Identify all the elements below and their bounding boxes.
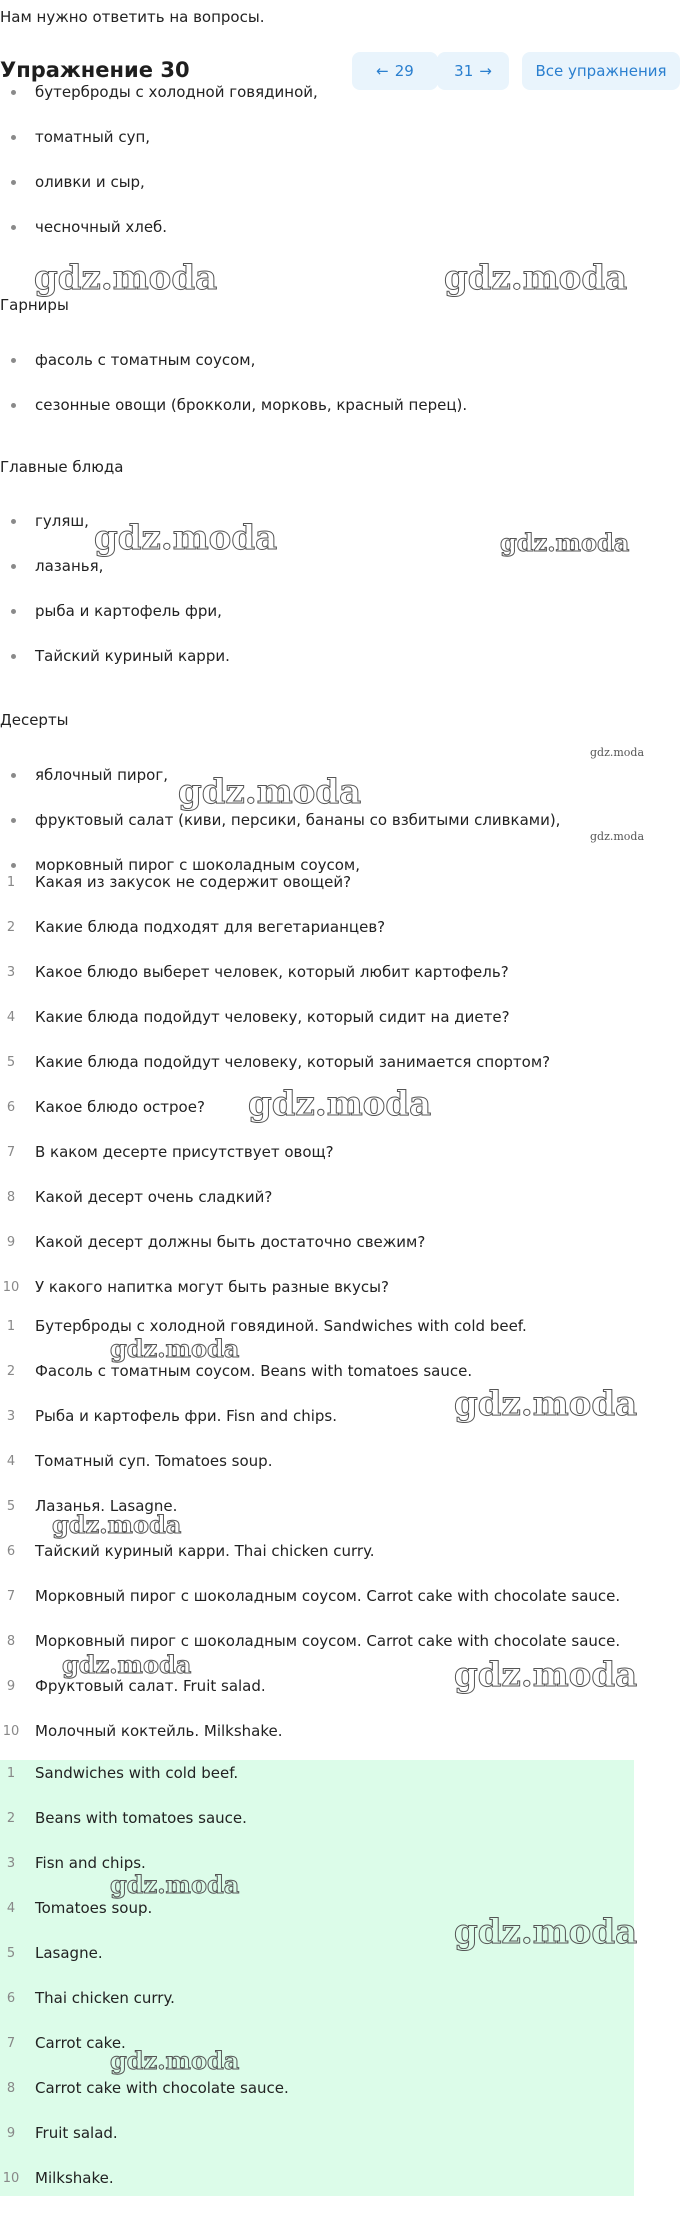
list-item — [0, 1452, 680, 1497]
arrow-right-icon: → — [479, 62, 492, 80]
list-item: бутерброды с холодной говядиной, — [0, 84, 318, 129]
item-text: Фруктовый салат. Fruit salad. — [35, 1677, 266, 1695]
item-text: Tomatoes soup. — [35, 1899, 153, 1917]
watermark: gdz.moda — [444, 258, 628, 298]
item-number: 8 — [6, 1190, 16, 1205]
list-item: томатный суп, — [0, 129, 318, 174]
all-exercises-button[interactable]: Все упражнения — [522, 52, 680, 90]
arrow-left-icon: ← — [376, 62, 389, 80]
list-item — [0, 1317, 680, 1362]
list-item — [0, 1989, 680, 2034]
watermark: gdz.moda — [178, 772, 362, 812]
watermark: gdz.moda — [500, 528, 630, 557]
item-text: Лазанья. Lasagne. — [35, 1497, 178, 1515]
item-text: Фасоль с томатным соусом. Beans with tomatoes sauce. — [35, 1362, 473, 1380]
item-number: 6 — [6, 1991, 16, 2006]
item-text: Рыба и картофель фри. Fisn and chips. — [35, 1407, 337, 1425]
item-text: Какое блюдо выберет человек, который любит картофель? — [35, 963, 509, 981]
item-text: У какого напитка могут быть разные вкусы? — [35, 1278, 389, 1296]
item-number: 2 — [6, 920, 16, 935]
item-text: Какие блюда подойдут человеку, который сидит на диете? — [35, 1008, 510, 1026]
list-item: морковный пирог с шоколадным соусом, — [0, 857, 560, 902]
list-item — [0, 963, 680, 1008]
item-number: 7 — [6, 2036, 16, 2051]
item-number: 8 — [6, 2081, 16, 2096]
watermark: gdz.moda — [454, 1384, 638, 1424]
item-number: 3 — [6, 1856, 16, 1871]
item-number: 10 — [2, 1280, 20, 1295]
item-number: 3 — [6, 1409, 16, 1424]
next-exercise-label: 31 — [454, 62, 474, 80]
item-text: Carrot cake. — [35, 2034, 126, 2052]
item-number: 1 — [6, 1766, 16, 1781]
item-text: Тайский куриный карри. Thai chicken curry. — [35, 1542, 375, 1560]
item-text: Thai chicken curry. — [35, 1989, 175, 2007]
list-item — [0, 1764, 680, 1809]
item-number: 2 — [6, 1364, 16, 1379]
item-text: Lasagne. — [35, 1944, 103, 1962]
item-number: 5 — [6, 1499, 16, 1514]
watermark: gdz.moda — [110, 1870, 240, 1899]
list-item — [0, 2079, 680, 2124]
list-item: оливки и сыр, — [0, 174, 318, 219]
list-item: Тайский куриный карри. — [0, 648, 230, 693]
list-item — [0, 1587, 680, 1632]
item-text: Бутерброды с холодной говядиной. Sandwiches with cold beef. — [35, 1317, 527, 1335]
sides-list — [0, 352, 467, 442]
item-text: Какие блюда подойдут человеку, который занимается спортом? — [35, 1053, 551, 1071]
list-item — [0, 1188, 680, 1233]
next-exercise-button[interactable] — [437, 52, 509, 90]
list-item — [0, 1143, 680, 1188]
sides-heading: Гарниры — [0, 296, 69, 314]
page-title: Упражнение 30 — [0, 58, 190, 82]
item-text: Fisn and chips. — [35, 1854, 146, 1872]
list-item — [0, 2124, 680, 2169]
item-number: 8 — [6, 1634, 16, 1649]
item-number: 2 — [6, 1811, 16, 1826]
mains-heading: Главные блюда — [0, 458, 124, 476]
watermark: gdz.moda — [34, 258, 218, 298]
item-number: 9 — [6, 1679, 16, 1694]
list-item: фасоль с томатным соусом, — [0, 352, 467, 397]
list-item — [0, 1854, 680, 1899]
item-text: Sandwiches with cold beef. — [35, 1764, 239, 1782]
item-text: В каком десерте присутствует овощ? — [35, 1143, 334, 1161]
desserts-heading: Десерты — [0, 711, 69, 729]
watermark: gdz.moda — [110, 1334, 240, 1363]
watermark: gdz.moda — [62, 1650, 192, 1679]
item-number: 6 — [6, 1544, 16, 1559]
item-number: 7 — [6, 1589, 16, 1604]
item-number: 4 — [6, 1010, 16, 1025]
starters-list — [0, 84, 318, 264]
list-item — [0, 918, 680, 963]
item-number: 9 — [6, 1235, 16, 1250]
list-item — [0, 1809, 680, 1854]
list-item: лазанья, — [0, 558, 230, 603]
list-item: яблочный пирог, — [0, 767, 560, 812]
item-number: 5 — [6, 1946, 16, 1961]
item-text: Fruit salad. — [35, 2124, 118, 2142]
watermark: gdz.moda — [248, 1084, 432, 1124]
item-text: Какой десерт очень сладкий? — [35, 1188, 273, 1206]
item-number: 9 — [6, 2126, 16, 2141]
item-number: 10 — [2, 1724, 20, 1739]
item-text: Beans with tomatoes sauce. — [35, 1809, 247, 1827]
list-item — [0, 1008, 680, 1053]
exercise-image-content — [0, 83, 680, 874]
item-number: 5 — [6, 1055, 16, 1070]
list-item — [0, 873, 680, 918]
watermark: gdz.moda — [110, 2046, 240, 2075]
item-number: 4 — [6, 1454, 16, 1469]
watermark: gdz.moda — [590, 746, 645, 759]
list-item — [0, 2034, 680, 2079]
item-text: Какая из закусок не содержит овощей? — [35, 873, 352, 891]
answers-en-list — [0, 1764, 680, 2214]
item-number: 1 — [6, 1319, 16, 1334]
item-text: Какие блюда подходят для вегетарианцев? — [35, 918, 386, 936]
item-text: Морковный пирог с шоколадным соусом. Carrot cake with chocolate sauce. — [35, 1587, 621, 1605]
item-text: Milkshake. — [35, 2169, 114, 2187]
intro-text: Нам нужно ответить на вопросы. — [0, 8, 265, 26]
list-item — [0, 2169, 680, 2214]
list-item: чесночный хлеб. — [0, 219, 318, 264]
item-number: 10 — [2, 2171, 20, 2186]
list-item: гуляш, — [0, 513, 230, 558]
prev-exercise-label: 29 — [394, 62, 414, 80]
watermark: gdz.moda — [454, 1655, 638, 1695]
list-item: сезонные овощи (брокколи, морковь, красный перец). — [0, 397, 467, 442]
item-text: Морковный пирог с шоколадным соусом. Carrot cake with chocolate sauce. — [35, 1632, 621, 1650]
item-text: Какое блюдо острое? — [35, 1098, 205, 1116]
item-text: Молочный коктейль. Milkshake. — [35, 1722, 283, 1740]
list-item — [0, 1233, 680, 1278]
list-item: фруктовый салат (киви, персики, бананы со взбитыми сливками), — [0, 812, 560, 857]
item-number: 4 — [6, 1901, 16, 1916]
item-number: 1 — [6, 875, 16, 890]
list-item — [0, 1542, 680, 1587]
watermark: gdz.moda — [590, 830, 645, 843]
item-number: 7 — [6, 1145, 16, 1160]
prev-exercise-button[interactable] — [352, 52, 438, 90]
watermark: gdz.moda — [52, 1510, 182, 1539]
item-text: Томатный суп. Tomatoes soup. — [35, 1452, 273, 1470]
watermark: gdz.moda — [94, 518, 278, 558]
item-number: 6 — [6, 1100, 16, 1115]
item-number: 3 — [6, 965, 16, 980]
item-text: Carrot cake with chocolate sauce. — [35, 2079, 289, 2097]
item-text: Какой десерт должны быть достаточно свежим? — [35, 1233, 426, 1251]
watermark: gdz.moda — [454, 1912, 638, 1952]
list-item: рыба и картофель фри, — [0, 603, 230, 648]
